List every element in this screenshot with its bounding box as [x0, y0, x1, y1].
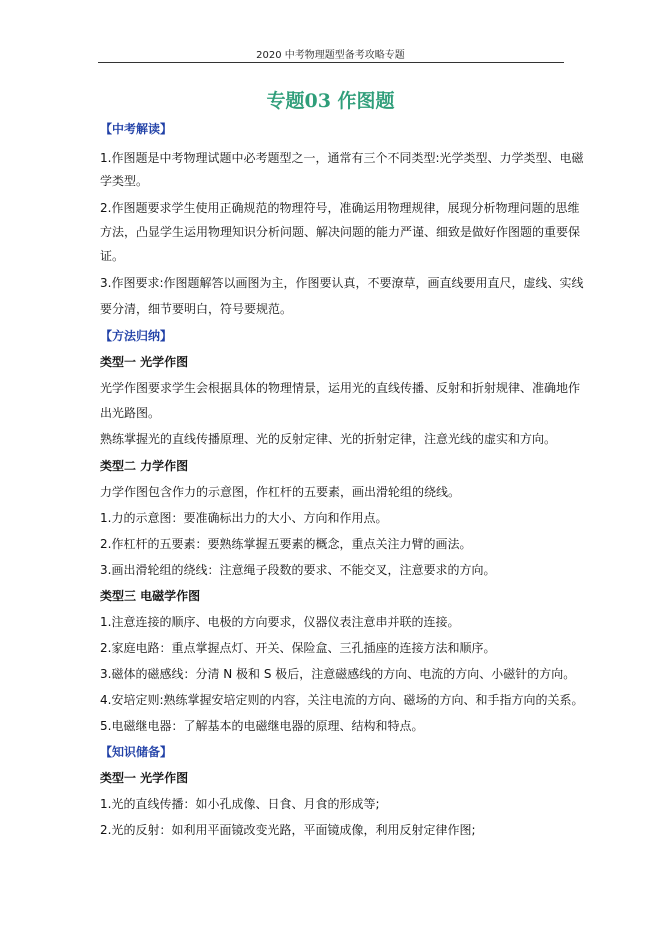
section-heading-exam-interpretation: 【中考解读】 [100, 122, 173, 136]
paragraph-line: 1.力的示意图：要准确标出力的大小、方向和作用点。 [100, 511, 388, 525]
section-heading-knowledge-reserve: 【知识储备】 [100, 745, 173, 759]
subheading-mechanics: 类型二 力学作图 [100, 459, 189, 473]
header-divider [98, 62, 564, 63]
paragraph-line: 力学作图包含作力的示意图，作杠杆的五要素，画出滑轮组的绕线。 [100, 485, 461, 499]
subheading-optics: 类型一 光学作图 [100, 771, 189, 785]
paragraph-line: 学类型。 [100, 174, 149, 188]
paragraph-line: 2.作杠杆的五要素：要熟练掌握五要素的概念，重点关注力臂的画法。 [100, 537, 472, 551]
paragraph-line: 1.光的直线传播：如小孔成像、日食、月食的形成等; [100, 797, 380, 811]
paragraph-line: 3.磁体的磁感线：分清 N 极和 S 极后，注意磁感线的方向、电流的方向、小磁针的方向。 [100, 667, 576, 681]
paragraph-line: 1.注意连接的顺序、电极的方向要求，仪器仪表注意串并联的连接。 [100, 615, 460, 629]
paragraph-line: 要分清，细节要明白，符号要规范。 [100, 302, 293, 316]
paragraph-line: 4.安培定则:熟练掌握安培定则的内容，关注电流的方向、磁场的方向、和手指方向的关系。 [100, 693, 584, 707]
paragraph-line: 2.家庭电路：重点掌握点灯、开关、保险盒、三孔插座的连接方法和顺序。 [100, 641, 496, 655]
paragraph-line: 光学作图要求学生会根据具体的物理情景，运用光的直线传播、反射和折射规律、准确地作 [100, 381, 581, 395]
page-title: 专题03 作图题 [266, 90, 395, 112]
paragraph-line: 熟练掌握光的直线传播原理、光的反射定律、光的折射定律，注意光线的虚实和方向。 [100, 432, 557, 446]
paragraph-line: 3.作图要求:作图题解答以画图为主，作图要认真，不要潦草，画直线要用直尺，虚线、实线 [100, 276, 584, 290]
paragraph-line: 5.电磁继电器：了解基本的电磁继电器的原理、结构和特点。 [100, 719, 424, 733]
paragraph-line: 3.画出滑轮组的绕线：注意绳子段数的要求、不能交叉，注意要求的方向。 [100, 563, 496, 577]
section-heading-method-summary: 【方法归纳】 [100, 329, 173, 343]
paragraph-line: 方法，凸显学生运用物理知识分析问题、解决问题的能力严谨、细致是做好作图题的重要保 [100, 225, 581, 239]
paragraph-line: 出光路图。 [100, 406, 161, 420]
paragraph-line: 1.作图题是中考物理试题中必考题型之一，通常有三个不同类型:光学类型、力学类型、电磁 [100, 151, 584, 165]
subheading-optics: 类型一 光学作图 [100, 355, 189, 369]
paragraph-line: 2.作图题要求学生使用正确规范的物理符号，准确运用物理规律，展现分析物理问题的思维 [100, 201, 580, 215]
paragraph-line: 证。 [100, 249, 125, 263]
paragraph-line: 2.光的反射：如利用平面镜改变光路，平面镜成像，利用反射定律作图; [100, 823, 476, 837]
subheading-electromagnetism: 类型三 电磁学作图 [100, 589, 201, 603]
page-header: 2020 中考物理题型备考攻略专题 [256, 50, 405, 61]
